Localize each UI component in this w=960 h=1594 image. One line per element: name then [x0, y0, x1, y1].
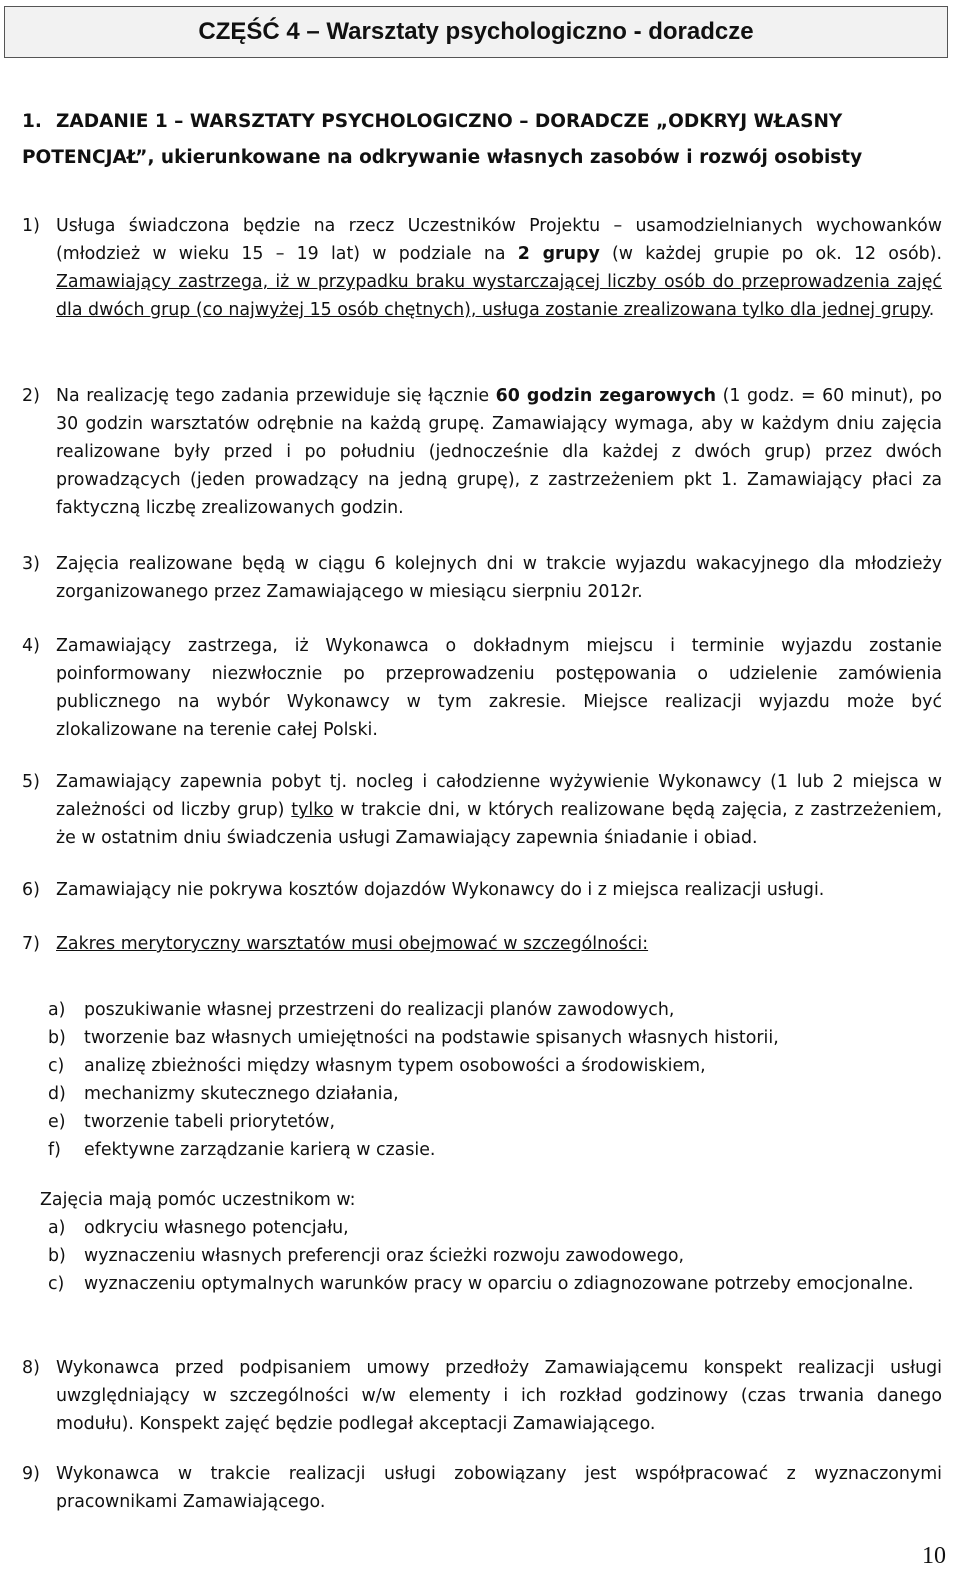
task-title-line1: ZADANIE 1 – WARSZTATY PSYCHOLOGICZNO – DORADCZE „ODKRYJ WŁASNY: [56, 111, 843, 132]
item-text: Zajęcia realizowane będą w ciągu 6 kolejnych dni w trakcie wyjazdu wakacyjnego dla młodzieży zorganizowanego przez Zamawiającego w miesiącu sierpniu 2012r.: [56, 554, 942, 602]
item-text: Wykonawca przed podpisaniem umowy przedłoży Zamawiającemu konspekt realizacji usługi uwzględniający w szczególności w/w elementy i ich rozkład godzinowy (czas trwania danego modułu). Konspekt zajęć będzie podlegał akceptacji Zamawiającego.: [56, 1358, 942, 1434]
item-number: 9): [22, 1464, 40, 1484]
item-9: [22, 1460, 942, 1516]
item-text: Zamawiający zapewnia pobyt tj. nocleg i całodzienne wyżywienie Wykonawcy (1 lub 2 miejsca w zależności od liczby grup) tylko w trakcie dni, w których realizowane będą zajęcia, z zastrzeżeniem, że w ostatnim dniu świadczenia usługi Zamawiający zapewnia śniadanie i obiad.: [56, 772, 942, 848]
item-4: [22, 632, 942, 744]
list-item: c) wyznaczeniu optymalnych warunków pracy w oparciu o zdiagnozowane potrzeby emocjonalne.: [48, 1274, 914, 1294]
item-number: 8): [22, 1358, 40, 1378]
item-number: 4): [22, 636, 40, 656]
item-number: 3): [22, 554, 40, 574]
list-item: c) analizę zbieżności między własnym typem osobowości a środowiskiem,: [48, 1056, 706, 1076]
help-list: [48, 1214, 942, 1298]
list-item: e) tworzenie tabeli priorytetów,: [48, 1112, 335, 1132]
hours-total: 60 godzin zegarowych: [495, 386, 717, 406]
item-2: [22, 382, 942, 522]
item-number: 7): [22, 934, 40, 954]
list-item: a) poszukiwanie własnej przestrzeni do realizacji planów zawodowych,: [48, 1000, 675, 1020]
item-text: Zamawiający zastrzega, iż Wykonawca o dokładnym miejscu i terminie wyjazdu zostanie poinformowany niezwłocznie po przeprowadzeniu postępowania o udzielenie zamówienia publicznego na wybór Wykonawcy w tym zakresie. Miejsce realizacji wyjazdu może być zlokalizowane na terenie całej Polski.: [56, 636, 942, 740]
item-1: [22, 212, 942, 324]
item-6: [22, 876, 942, 904]
item-number: 5): [22, 772, 40, 792]
item-number: 1): [22, 216, 40, 236]
scope-list: [48, 996, 942, 1164]
group-count: 2 grupy: [517, 244, 600, 264]
part-header-box: [4, 6, 948, 58]
task-number: 1.: [22, 111, 42, 132]
item-8: [22, 1354, 942, 1438]
list-item: f) efektywne zarządzanie karierą w czasie.: [48, 1140, 436, 1160]
list-item: d) mechanizmy skutecznego działania,: [48, 1084, 399, 1104]
item-5: [22, 768, 942, 852]
list-item: b) wyznaczeniu własnych preferencji oraz ścieżki rozwoju zawodowego,: [48, 1246, 685, 1266]
item-text: Usługa świadczona będzie na rzecz Uczestników Projektu – usamodzielnianych wychowanków (młodzież w wieku 15 – 19 lat) w podziale na 2 grupy (w każdej grupie po ok. 12 osób). Zamawiający zastrzega, iż w przypadku braku wystarczającej liczby osób do przeprowadzenia zajęć dla dwóch grup (co najwyżej 15 osób chętnych), usługa zostanie zrealizowana tylko dla jednej grupy.: [56, 216, 942, 320]
item-text: Na realizację tego zadania przewiduje się łącznie 60 godzin zegarowych (1 godz. = 60 minut), po 30 godzin warsztatów odrębnie na każdą grupę. Zamawiający wymaga, aby w każdym dniu zajęcia realizowane były przed i po południu (jednocześnie dla każdej z dwóch grup) przez dwóch prowadzących (jeden prowadzący na jedną grupę), z zastrzeżeniem pkt 1. Zamawiający płaci za faktyczną liczbę zrealizowanych godzin.: [56, 386, 942, 518]
page-number: 10: [922, 1543, 946, 1569]
list-item: a) odkryciu własnego potencjału,: [48, 1218, 349, 1238]
part-title: CZĘŚĆ 4 – Warsztaty psychologiczno - doradcze: [198, 18, 754, 45]
item-3: [22, 550, 942, 606]
task-heading: [22, 104, 942, 176]
underlined-word: tylko: [291, 800, 334, 820]
list-item: b) tworzenie baz własnych umiejętności na podstawie spisanych własnych historii,: [48, 1028, 779, 1048]
help-intro: Zajęcia mają pomóc uczestnikom w:: [40, 1190, 356, 1210]
task-title-line2: POTENCJAŁ”, ukierunkowane na odkrywanie własnych zasobów i rozwój osobisty: [22, 147, 863, 168]
item-number: 2): [22, 386, 40, 406]
item-text: Zamawiający nie pokrywa kosztów dojazdów Wykonawcy do i z miejsca realizacji usługi.: [56, 880, 825, 900]
item-text: Wykonawca w trakcie realizacji usługi zobowiązany jest współpracować z wyznaczonymi pracownikami Zamawiającego.: [56, 1464, 942, 1512]
underlined-clause: Zamawiający zastrzega, iż w przypadku braku wystarczającej liczby osób do przeprowadzenia zajęć dla dwóch grup (co najwyżej 15 osób chętnych), usługa zostanie zrealizowana tylko dla jednej grupy: [56, 272, 942, 320]
item-number: 6): [22, 880, 40, 900]
item-text: Zakres merytoryczny warsztatów musi obejmować w szczególności:: [56, 934, 649, 954]
item-7: [22, 930, 942, 958]
